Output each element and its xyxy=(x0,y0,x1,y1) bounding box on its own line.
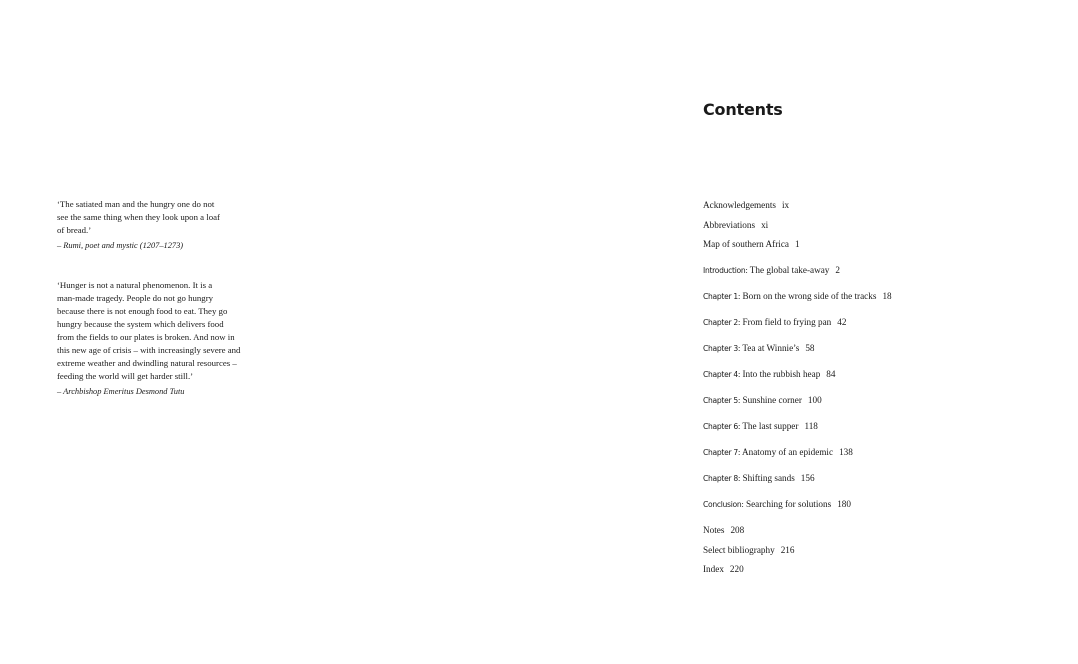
toc-item-map xyxy=(703,238,800,250)
toc-title: Acknowledgements xyxy=(703,200,776,210)
toc-item-acknowledgements xyxy=(703,199,789,211)
toc-item-chapter-6 xyxy=(703,420,818,433)
toc-item-chapter-1 xyxy=(703,290,892,303)
toc-title: Map of southern Africa xyxy=(703,239,789,249)
toc-title: Sunshine corner xyxy=(742,395,802,405)
toc-page-number: 100 xyxy=(807,395,822,405)
toc-page-number: 138 xyxy=(839,447,853,457)
toc-prefix: Chapter 6: xyxy=(703,422,741,431)
toc-page-number: xi xyxy=(761,220,769,230)
toc-page-number: 118 xyxy=(804,421,818,431)
toc-title: Tea at Winnie’s xyxy=(742,343,800,353)
toc-page-number: 208 xyxy=(730,525,745,535)
toc-page-number: 84 xyxy=(826,369,836,379)
toc-prefix: Chapter 2: xyxy=(703,318,741,327)
right-page xyxy=(539,0,1078,664)
toc-title: Abbreviations xyxy=(703,220,756,230)
toc-page-number: 2 xyxy=(835,265,840,275)
toc-title: Born on the wrong side of the tracks xyxy=(742,291,877,301)
epigraph-quote: ‘Hunger is not a natural phenomenon. It is a man-made tragedy. People do not go hungry because there is not enough food to eat. They go hungry because the system which delivers food from the fields to our plates is broken. And now in this new age of crisis – with increasingly severe and extreme weather and dwindling natural resources – feeding the world will get harder still.’ xyxy=(57,280,241,381)
toc-item-chapter-5 xyxy=(703,394,822,407)
toc-item-chapter-7 xyxy=(703,446,853,459)
toc-page-number: 58 xyxy=(805,343,815,353)
toc-page-number: 216 xyxy=(780,545,795,555)
toc-item-chapter-2 xyxy=(703,316,846,329)
epigraph-attribution: – Archbishop Emeritus Desmond Tutu xyxy=(57,387,185,396)
toc-prefix: Chapter 5: xyxy=(703,396,741,405)
toc-title: Shifting sands xyxy=(742,473,795,483)
toc-item-conclusion xyxy=(703,498,851,511)
toc-item-bibliography xyxy=(703,544,794,556)
toc-page-number: 18 xyxy=(882,291,892,301)
toc-title: The global take-away xyxy=(749,265,830,275)
toc-title: Select bibliography xyxy=(703,545,775,555)
toc-title: Anatomy of an epidemic xyxy=(741,447,834,457)
toc-item-chapter-3 xyxy=(703,342,815,355)
toc-item-index xyxy=(703,563,744,575)
epigraph-attribution: – Rumi, poet and mystic (1207–1273) xyxy=(57,241,184,250)
toc-page-number: 180 xyxy=(837,499,851,509)
toc-title: Index xyxy=(703,564,724,574)
toc-prefix: Chapter 8: xyxy=(703,474,741,483)
toc-item-chapter-4 xyxy=(703,368,835,381)
toc-prefix: Chapter 7: xyxy=(703,448,741,457)
epigraph-rumi xyxy=(57,198,272,252)
toc-title: Searching for solutions xyxy=(745,499,832,509)
toc-prefix: Chapter 3: xyxy=(703,344,741,353)
epigraph-tutu xyxy=(57,279,272,398)
toc-title: From field to frying pan xyxy=(742,317,832,327)
toc-prefix: Introduction: xyxy=(703,266,748,275)
contents-title: Contents xyxy=(703,100,783,119)
toc-prefix: Conclusion: xyxy=(703,500,744,509)
toc-item-abbreviations xyxy=(703,219,768,231)
toc-prefix: Chapter 1: xyxy=(703,292,741,301)
toc-page-number: 156 xyxy=(800,473,815,483)
toc-item-introduction xyxy=(703,264,840,277)
toc-item-notes xyxy=(703,524,744,536)
toc-title: The last supper xyxy=(742,421,799,431)
toc-prefix: Chapter 4: xyxy=(703,370,741,379)
toc-page-number: 1 xyxy=(794,239,800,249)
toc-page-number: 42 xyxy=(837,317,847,327)
toc-page-number: ix xyxy=(781,200,790,210)
toc-page-number: 220 xyxy=(729,564,744,574)
toc-item-chapter-8 xyxy=(703,472,815,485)
toc-title: Into the rubbish heap xyxy=(742,369,821,379)
epigraph-quote: ‘The satiated man and the hungry one do not see the same thing when they look upon a loaf of bread.’ xyxy=(57,199,220,235)
toc-title: Notes xyxy=(703,525,725,535)
